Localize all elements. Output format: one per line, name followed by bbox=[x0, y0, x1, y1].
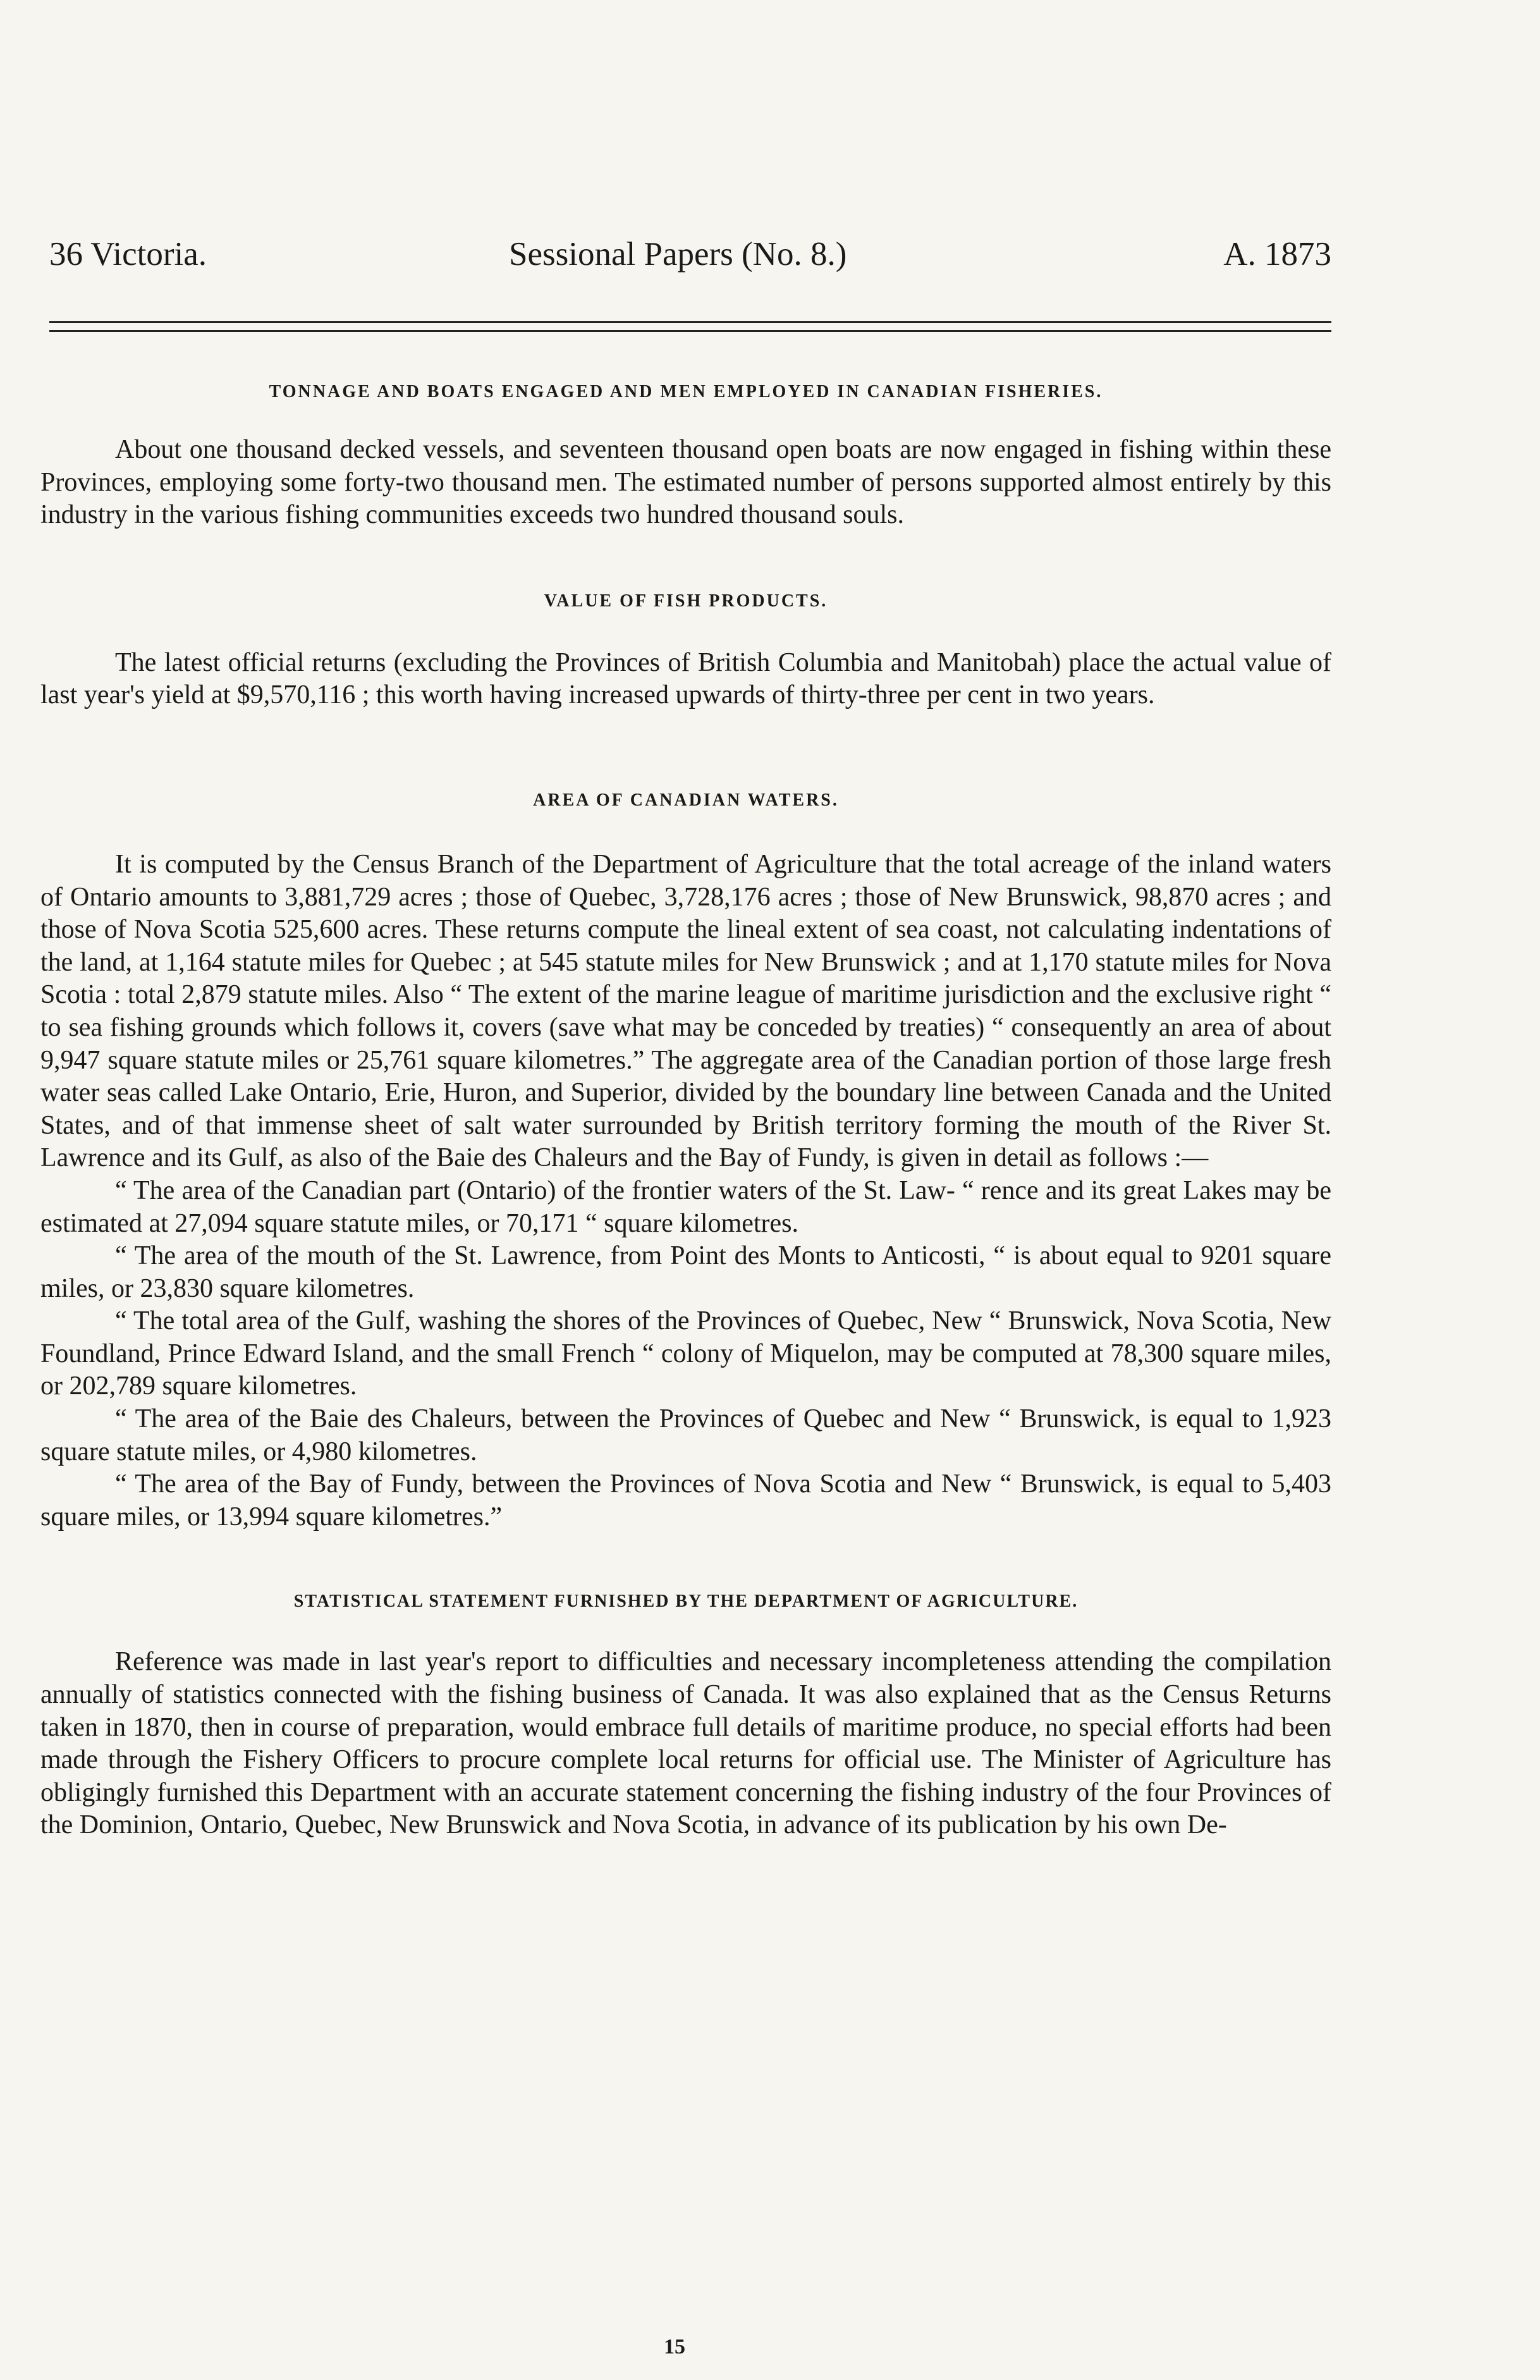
page-body bbox=[40, 379, 1331, 1842]
section-heading-tonnage: TONNAGE AND BOATS ENGAGED AND MEN EMPLOYED IN CANADIAN FISHERIES. bbox=[269, 382, 1103, 402]
running-head bbox=[49, 235, 1331, 279]
paragraph-value: The latest official returns (excluding the Provinces of British Columbia and Manitobah) place the actual value of last year's yield at $9,570,116 ; this worth having increased upwards of thirty-three per cent in two years. bbox=[40, 647, 1331, 710]
running-head-center: Sessional Papers (No. 8.) bbox=[509, 236, 847, 273]
header-rule-top bbox=[49, 321, 1331, 323]
paragraph-statistical: Reference was made in last year's report to difficulties and necessary incompleteness attending the compilation annually of statistics connected with the fishing business of Canada. It was also explained that as the Census Returns taken in 1870, then in course of preparation, would embrace full details of maritime produce, no special efforts had been made through the Fishery Officers to procure complete local returns for official use. The Minister of Agriculture has obligingly furnished this Department with an accurate statement concerning the fishing industry of the four Provinces of the Dominion, Ontario, Quebec, New Brunswick and Nova Scotia, in advance of its publication by his own De- bbox=[40, 1647, 1331, 1840]
paragraph-tonnage: About one thousand decked vessels, and seventeen thousand open boats are now engaged in fishing within these Provinces, employing some forty-two thousand men. The estimated number of persons supported almost entirely by this industry in the various fishing communities exceeds two hundred thousand souls. bbox=[40, 435, 1331, 530]
quote-bay-of-fundy: “ The area of the Bay of Fundy, between the Provinces of Nova Scotia and New “ Brunswick, is equal to 5,403 square miles, or 13,994 square kilometres.” bbox=[40, 1469, 1331, 1531]
section-heading-area: AREA OF CANADIAN WATERS. bbox=[533, 790, 839, 810]
running-head-right: A. 1873 bbox=[1223, 236, 1331, 273]
header-rule-bottom bbox=[49, 330, 1331, 332]
paragraph-area-intro: It is computed by the Census Branch of the Department of Agriculture that the total acreage of the inland waters of Ontario amounts to 3,881,729 acres ; those of Quebec, 3,728,176 acres ; those of New Brunswick, 98,870 acres ; and those of Nova Scotia 525,600 acres. These returns compute the lineal extent of sea coast, not calculating indentations of the land, at 1,164 statute miles for Quebec ; at 545 statute miles for New Brunswick ; and at 1,170 statute miles for Nova Scotia : total 2,879 statute miles. Also “ The extent of the marine league of maritime jurisdiction and the exclusive right “ to sea fishing grounds which follows it, covers (save what may be conceded by treaties) “ consequently an area of about 9,947 square statute miles or 25,761 square kilometres.” The aggregate area of the Canadian portion of those large fresh water seas called Lake Ontario, Erie, Huron, and Superior, divided by the boundary line between Canada and the United States, and of that immense sheet of salt water surrounded by British territory forming the mouth of the River St. Lawrence and its Gulf, as also of the Baie des Chaleurs and the Bay of Fundy, is given in detail as follows :— bbox=[40, 849, 1331, 1173]
quote-ontario-waters: “ The area of the Canadian part (Ontario) of the frontier waters of the St. Law- “ rence and its great Lakes may be estimated at 27,094 square statute miles, or 70,171 “ square kilometres. bbox=[40, 1175, 1331, 1238]
section-heading-statistical: STATISTICAL STATEMENT FURNISHED BY THE DEPARTMENT OF AGRICULTURE. bbox=[293, 1592, 1079, 1612]
quote-st-lawrence-mouth: “ The area of the mouth of the St. Lawrence, from Point des Monts to Anticosti, “ is about equal to 9201 square miles, or 23,830 square kilometres. bbox=[40, 1241, 1331, 1303]
page-number: 15 bbox=[664, 2335, 685, 2359]
quote-gulf-area: “ The total area of the Gulf, washing the shores of the Provinces of Quebec, New “ Brunswick, Nova Scotia, New Foundland, Prince Edward Island, and the small French “ colony of Miquelon, may be computed at 78,300 square miles, or 202,789 square kilometres. bbox=[40, 1306, 1331, 1401]
section-heading-value: VALUE OF FISH PRODUCTS. bbox=[544, 591, 828, 611]
running-head-left: 36 Victoria. bbox=[49, 236, 207, 273]
quote-baie-des-chaleurs: “ The area of the Baie des Chaleurs, between the Provinces of Quebec and New “ Brunswick, is equal to 1,923 square statute miles, or 4,980 kilometres. bbox=[40, 1404, 1331, 1466]
